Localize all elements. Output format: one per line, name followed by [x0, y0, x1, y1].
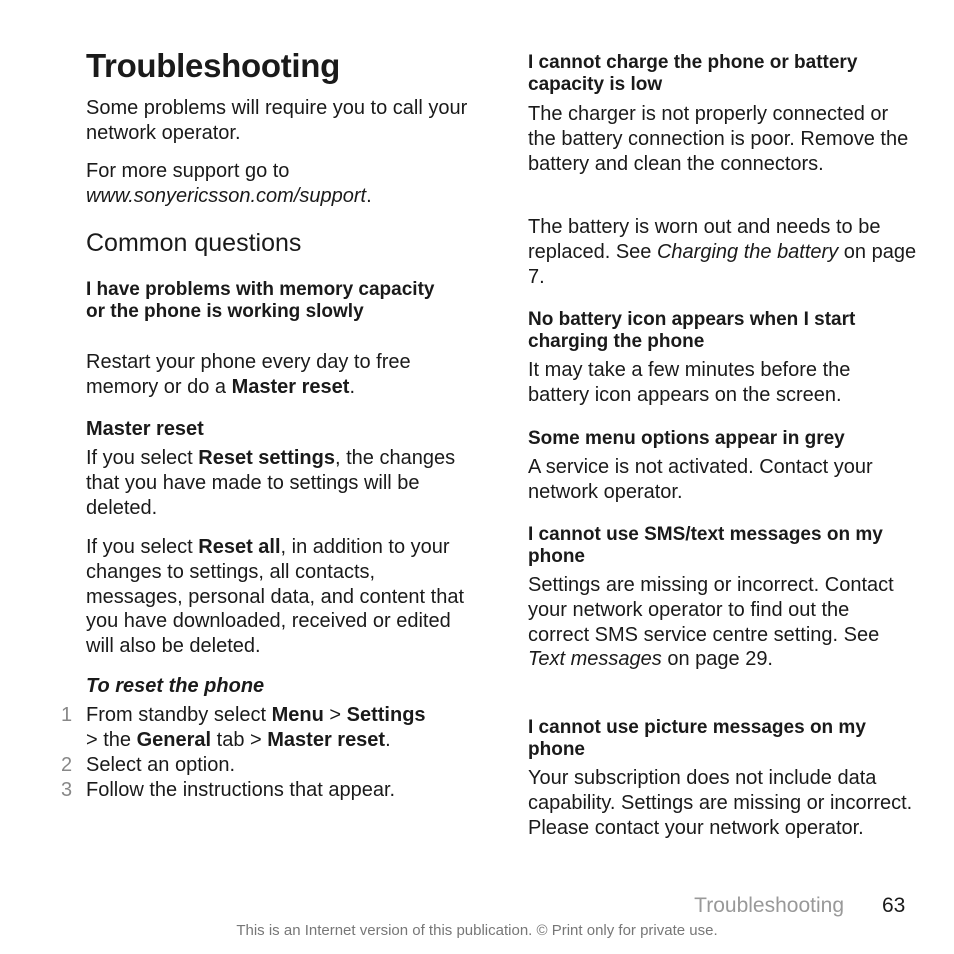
step-3-text: Follow the instructions that appear. [86, 779, 396, 801]
picture-answer: Your subscription does not include data capability. Settings are missing or incorrect. Please contact your network operator. [528, 767, 913, 839]
sms-question-heading: I cannot use SMS/text messages on my phone [528, 524, 883, 567]
master-reset-paragraph-1 [86, 446, 468, 520]
step-1-part: From standby select [86, 704, 272, 726]
page-title: Troubleshooting [86, 47, 340, 84]
page-number: 63 [882, 894, 906, 917]
step-1-part: tab > [211, 728, 268, 751]
memory-answer-end: . [349, 375, 356, 398]
picture-question-heading: I cannot use picture messages on my phone [528, 717, 866, 760]
step-1-part: . [385, 728, 391, 751]
support-link[interactable]: www.sonyericsson.com/support [86, 184, 367, 207]
master-reset-paragraph-2 [86, 535, 471, 659]
memory-answer [86, 350, 476, 400]
memory-answer-text: Restart your phone every day to free memory or do a [86, 351, 411, 398]
step-number: 1 [61, 704, 73, 726]
reset-all-lead: If you select [86, 536, 199, 558]
charge-answer-2-text: The battery is worn out and needs to be replaced. See [528, 216, 881, 263]
reset-settings-text: , the changes that you have made to settings will be deleted. [86, 447, 456, 519]
footer-copyright-note: This is an Internet version of this publication. © Print only for private use. [236, 922, 718, 939]
reset-settings-lead: If you select [86, 447, 199, 469]
battery-icon-answer: It may take a few minutes before the battery icon appears on the screen. [528, 359, 851, 406]
settings-term: Settings [346, 704, 426, 726]
charging-battery-ref: Charging the battery [656, 240, 839, 263]
support-prefix: For more support go to [86, 160, 290, 182]
text-messages-ref: Text messages [528, 648, 662, 671]
sms-answer-end: on page 29. [661, 648, 773, 671]
charge-question-heading: I cannot charge the phone or battery capacity is low [528, 52, 858, 95]
general-term: General [136, 728, 212, 751]
menu-term: Menu [271, 704, 324, 726]
sms-answer [528, 573, 913, 672]
master-reset-heading: Master reset [86, 418, 204, 440]
support-suffix: . [366, 184, 372, 207]
memory-question-heading: I have problems with memory capacity or the phone is working slowly [86, 279, 435, 322]
step-number: 3 [61, 779, 73, 801]
step-1-part: > the [86, 728, 137, 751]
charge-answer-2-end: on page 7. [528, 240, 917, 288]
charge-answer-2 [528, 215, 920, 289]
support-paragraph [86, 159, 476, 209]
intro-paragraph: Some problems will require you to call your network operator. [86, 97, 468, 144]
master-reset-term: Master reset [267, 728, 386, 751]
grey-options-question-heading: Some menu options appear in grey [528, 428, 845, 449]
step-2-text: Select an option. [86, 754, 235, 776]
charge-answer-1: The charger is not properly connected or the battery connection is poor. Remove the battery and clean the connectors. [528, 103, 909, 175]
battery-icon-question-heading: No battery icon appears when I start charging the phone [528, 309, 856, 352]
reset-settings-term: Reset settings [198, 447, 335, 469]
step-number: 2 [61, 754, 73, 776]
step-1-part: > [323, 704, 347, 726]
common-questions-heading: Common questions [86, 229, 302, 257]
step-1-text [86, 703, 476, 753]
sms-answer-text: Settings are missing or incorrect. Contact your network operator to find out the correct SMS service centre setting. See [528, 574, 894, 646]
footer-section-name: Troubleshooting [694, 894, 844, 917]
master-reset-term: Master reset [231, 375, 350, 398]
reset-all-term: Reset all [198, 536, 281, 558]
reset-phone-heading: To reset the phone [86, 675, 265, 697]
grey-options-answer: A service is not activated. Contact your network operator. [528, 456, 873, 503]
reset-all-text: , in addition to your changes to settings, all contacts, messages, personal data, and content that you have downloaded, received or edited will also be deleted. [86, 536, 465, 658]
